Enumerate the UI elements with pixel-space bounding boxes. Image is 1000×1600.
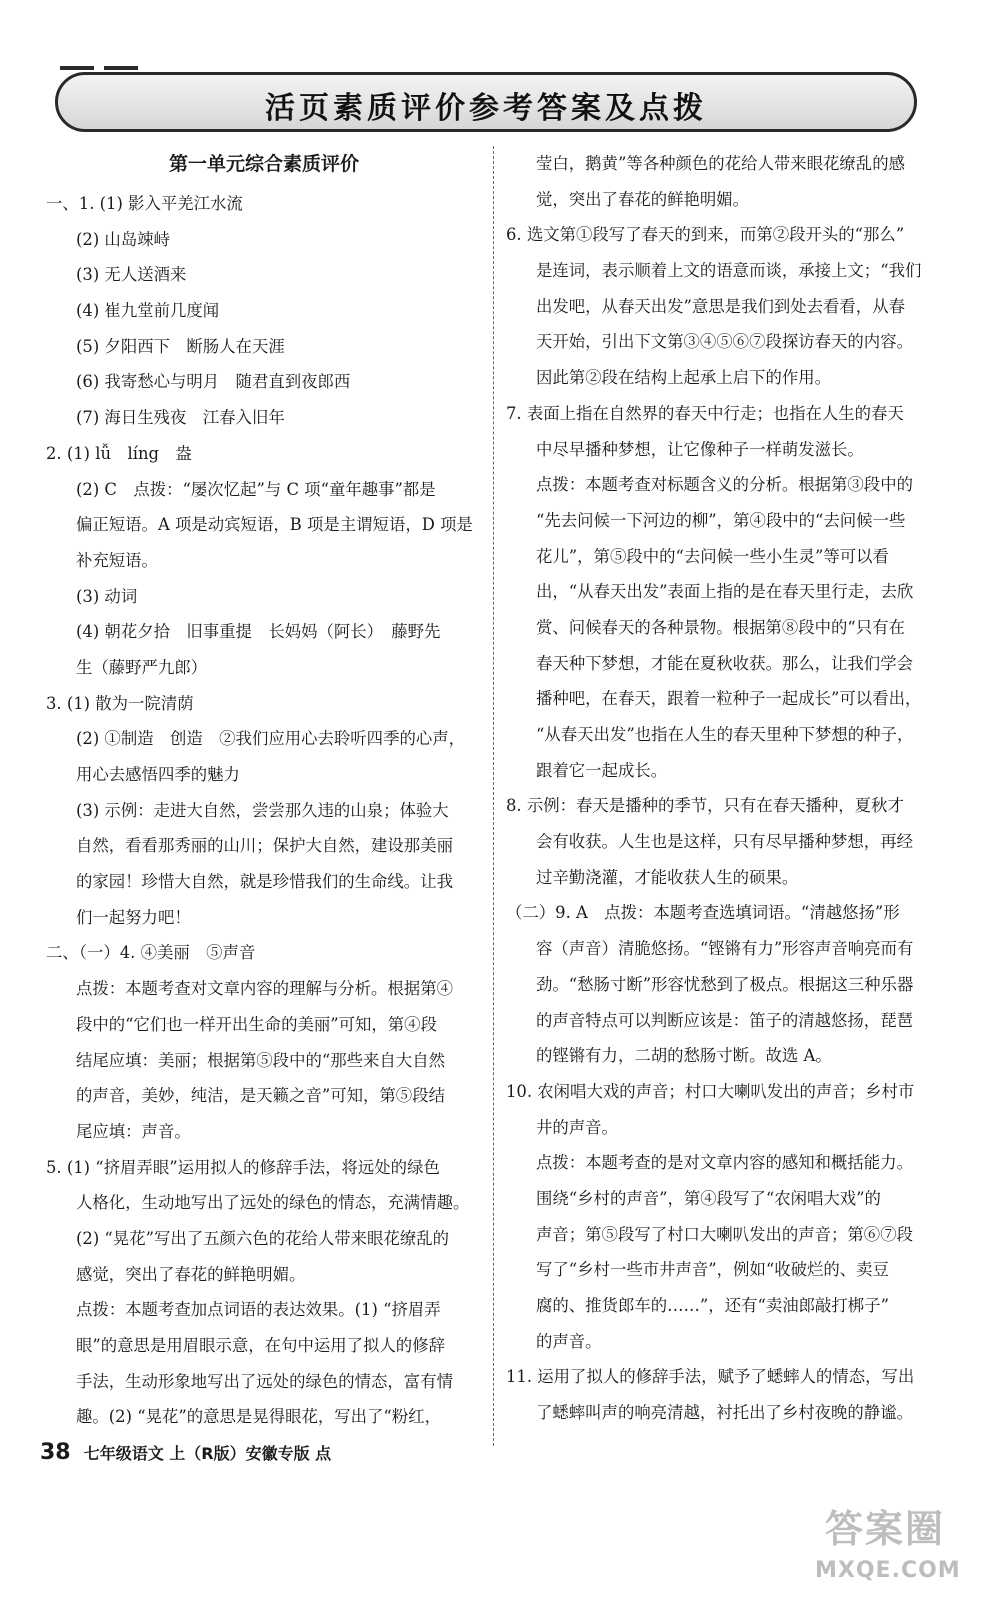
answer-line: 3. (1) 散为一院清荫 [46, 693, 194, 713]
answer-line: 偏正短语。A 项是动宾短语，B 项是主谓短语，D 项是 [76, 515, 473, 535]
answer-line: 劲。“愁肠寸断”形容忧愁到了极点。根据这三种乐器 [536, 974, 914, 994]
watermark-logo-text: MXQE.COM [815, 1558, 961, 1583]
answer-line: (6) 我寄愁心与明月 随君直到夜郎西 [76, 372, 351, 392]
answer-line: 天开始，引出下文第③④⑤⑥⑦段探访春天的内容。 [536, 332, 913, 352]
page-number: 38 [40, 1440, 71, 1465]
answer-line: 8. 示例：春天是播种的季节，只有在春天播种，夏秋才 [506, 796, 904, 816]
answer-line: 一、1. (1) 影入平羌江水流 [46, 194, 243, 213]
page-footer [40, 1440, 331, 1465]
answer-line: 是连词，表示顺着上文的语意而谈，承接上文；“我们 [536, 261, 922, 281]
answer-line: 二、（一）4. ④美丽 ⑤声音 [46, 943, 256, 963]
answer-line: 赏、问候春天的各种景物。根据第⑧段中的“只有在 [536, 617, 905, 637]
answer-line: 点拨：本题考查对标题含义的分析。根据第③段中的 [536, 475, 913, 495]
answer-line: 了蟋蟀叫声的响亮清越，衬托出了乡村夜晚的静谧。 [536, 1403, 913, 1423]
answer-line: (2) ①制造 创造 ②我们应用心去聆听四季的心声， [76, 729, 466, 749]
answer-line: “从春天出发”也指在人生的春天里种下梦想的种子， [536, 725, 914, 744]
answer-line: 声音；第⑤段写了村口大喇叭发出的声音；第⑥⑦段 [536, 1224, 913, 1244]
answer-line: 感觉，突出了春花的鲜艳明媚。 [76, 1264, 306, 1284]
answer-line: 莹白，鹅黄”等各种颜色的花给人带来眼花缭乱的感 [536, 154, 905, 173]
answer-line: 段中的“它们也一样开出生命的美丽”可知，第④段 [76, 1014, 437, 1034]
answer-line: 腐的、推货郎车的……”，还有“卖油郎敲打梆子” [536, 1296, 889, 1315]
answer-line: 7. 表面上指在自然界的春天中行走；也指在人生的春天 [506, 403, 904, 423]
answer-line: 眼”的意思是用眉眼示意，在句中运用了拟人的修辞 [76, 1336, 445, 1355]
answer-line: 们一起努力吧！ [76, 907, 191, 927]
answer-line: 点拨：本题考查加点词语的表达效果。(1) “挤眉弄 [76, 1300, 441, 1320]
answer-line: (3) 示例：走进大自然，尝尝那久违的山泉；体验大 [76, 800, 449, 820]
answer-line: (2) C 点拨：“屡次忆起”与 C 项“童年趣事”都是 [76, 479, 436, 499]
answer-line: 人格化，生动地写出了远处的绿色的情态，充满情趣。 [76, 1193, 470, 1213]
right-column [506, 146, 940, 1431]
answer-line: 补充短语。 [76, 550, 158, 570]
answer-line: (2) “晃花”写出了五颜六色的花给人带来眼花缭乱的 [76, 1228, 449, 1248]
watermark-logo-mark: 答案圈 [825, 1507, 946, 1551]
answer-line: (4) 朝花夕拾 旧事重提 长妈妈（阿长） 藤野先 [76, 622, 441, 642]
answer-line: 趣。(2) “晃花”的意思是晃得眼花，写出了“粉红， [76, 1407, 441, 1427]
answer-line: 的声音特点可以判断应该是：笛子的清越悠扬，琵琶 [536, 1010, 913, 1030]
banner-title: 活页素质评价参考答案及点拨 [265, 91, 707, 126]
answer-line: 生（藤野严九郎） [76, 657, 208, 677]
answer-line: 10. 农闲唱大戏的声音；村口大喇叭发出的声音；乡村市 [506, 1081, 915, 1101]
answer-line: (3) 动词 [76, 586, 138, 606]
watermark-logo [815, 1498, 975, 1594]
answer-line: 会有收获。人生也是这样，只有尽早播种梦想，再经 [536, 832, 913, 852]
answer-line: 11. 运用了拟人的修辞手法，赋予了蟋蟀人的情态，写出 [506, 1367, 915, 1387]
answer-line: (2) 山岛竦峙 [76, 229, 170, 249]
answer-line: 过辛勤浇灌，才能收获人生的硕果。 [536, 867, 799, 887]
answer-line: 写了“乡村一些市井声音”，例如“收破烂的、卖豆 [536, 1260, 889, 1280]
answer-line: (5) 夕阳西下 断肠人在天涯 [76, 336, 285, 356]
answer-line: 尾应填：声音。 [76, 1121, 191, 1141]
answer-line: 跟着它一起成长。 [536, 760, 668, 780]
answer-line: 的声音。 [536, 1331, 602, 1351]
answer-line: 觉，突出了春花的鲜艳明媚。 [536, 189, 750, 209]
answer-line: 用心去感悟四季的魅力 [76, 765, 240, 784]
answer-line: 手法，生动形象地写出了远处的绿色的情态，富有情 [76, 1371, 453, 1391]
column-divider [493, 146, 494, 1446]
answer-line: 播种吧，在春天，跟着一粒种子一起成长”可以看出， [536, 689, 922, 709]
answer-line: 的铿锵有力，二胡的愁肠寸断。故选 A。 [536, 1046, 832, 1066]
answer-line: 出，“从春天出发”表面上指的是在春天里行走，去欣 [536, 582, 914, 602]
answer-line: 点拨：本题考查的是对文章内容的感知和概括能力。 [536, 1153, 913, 1173]
answer-line: 点拨：本题考查对文章内容的理解与分析。根据第④ [76, 979, 453, 999]
answer-line: 井的声音。 [536, 1117, 618, 1137]
left-column [46, 142, 482, 1435]
answer-line: (3) 无人送酒来 [76, 265, 187, 285]
answer-line: 春天种下梦想，才能在夏秋收获。那么，让我们学会 [536, 653, 913, 673]
answer-line: 围绕“乡村的声音”，第④段写了“农闲唱大戏”的 [536, 1188, 881, 1208]
answer-line: (7) 海日生残夜 江春入旧年 [76, 408, 285, 428]
answer-line: “先去问候一下河边的柳”，第④段中的“去问候一些 [536, 510, 906, 530]
answer-line: 中尽早播种梦想，让它像种子一样萌发滋长。 [536, 439, 864, 459]
answer-line: 2. (1) lǚ líng 盎 [46, 443, 192, 463]
answer-line: 6. 选文第①段写了春天的到来，而第②段开头的“那么” [506, 225, 905, 245]
answer-line: 的家园！珍惜大自然，就是珍惜我们的生命线。让我 [76, 872, 453, 892]
answer-line: 花儿”，第⑤段中的“去问候一些小生灵”等可以看 [536, 546, 889, 566]
unit-heading: 第一单元综合素质评价 [168, 153, 359, 175]
answer-line: 自然，看看那秀丽的山川；保护大自然，建设那美丽 [76, 836, 453, 856]
answer-line: 容（声音）清脆悠扬。“铿锵有力”形容声音响亮而有 [536, 939, 914, 959]
answer-line: 结尾应填：美丽；根据第⑤段中的“那些来自大自然 [76, 1050, 445, 1070]
answer-line: 因此第②段在结构上起承上启下的作用。 [536, 368, 832, 388]
answer-line: 5. (1) “挤眉弄眼”运用拟人的修辞手法，将远处的绿色 [46, 1157, 440, 1177]
answer-line: 的声音，美妙，纯洁，是天籁之音”可知，第⑤段结 [76, 1086, 445, 1106]
book-label: 七年级语文 上（R版）安徽专版 点 [83, 1444, 332, 1463]
answer-line: (4) 崔九堂前几度闻 [76, 301, 220, 321]
section-banner [55, 72, 917, 132]
answer-line: 出发吧，从春天出发”意思是我们到处去看看，从春 [536, 296, 905, 316]
answer-line: （二）9. A 点拨：本题考查选填词语。“清越悠扬”形 [506, 903, 900, 923]
